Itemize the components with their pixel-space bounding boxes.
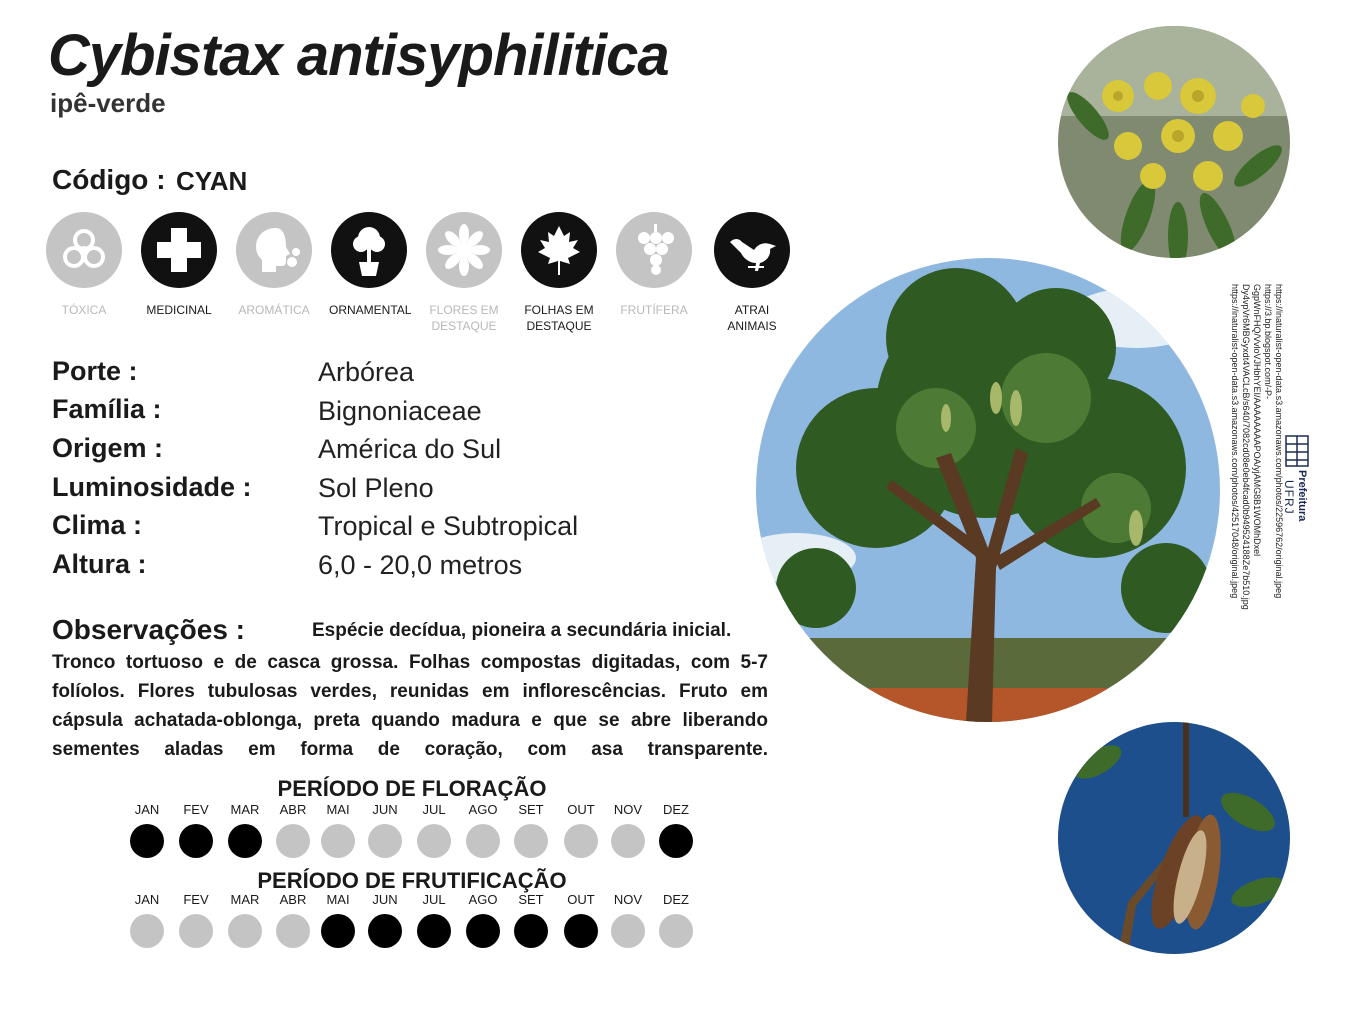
flowering-month-dot bbox=[564, 824, 598, 858]
flowering-month-dot bbox=[179, 824, 213, 858]
medical-cross-icon bbox=[141, 212, 217, 288]
badge-label: ATRAI ANIMAIS bbox=[727, 303, 777, 333]
attr-value-altura: 6,0 - 20,0 metros bbox=[318, 550, 523, 580]
logo-sub: UFRJ bbox=[1282, 480, 1296, 515]
month-label: JUN bbox=[372, 892, 398, 907]
flowering-month-dot bbox=[368, 824, 402, 858]
flowering-month-dot bbox=[659, 824, 693, 858]
badge-label: FLORES EM DESTAQUE bbox=[429, 303, 499, 333]
fruiting-month-dot bbox=[564, 914, 598, 948]
credit-line: Dy4vpVr6MBGyxdt4VACLcB/s640/7082cd08e0eb4fcad0b949524188Ze7b510.jpg bbox=[1241, 284, 1251, 610]
month-label: DEZ bbox=[663, 892, 689, 907]
scientific-name: Cybistax antisyphilitica bbox=[48, 23, 669, 88]
fruiting-month-dot bbox=[368, 914, 402, 948]
month-label: ABR bbox=[279, 892, 307, 907]
flowering-month-dot bbox=[130, 824, 164, 858]
observations-label: Observações : bbox=[52, 614, 245, 645]
attr-value-familia: Bignoniaceae bbox=[318, 396, 482, 426]
building-icon bbox=[1282, 430, 1312, 470]
fruiting-title: PERÍODO DE FRUTIFICAÇÃO bbox=[257, 868, 567, 893]
potted-tree-icon bbox=[331, 212, 407, 288]
badge-flores bbox=[424, 212, 504, 334]
month-label: JUL bbox=[422, 892, 446, 907]
credit-line: https://inaturalist-open-data.s3.amazonaws.com/photos/42517048/original.jpeg bbox=[1230, 284, 1240, 599]
category-badges bbox=[44, 212, 804, 342]
month-label: ABR bbox=[279, 802, 307, 817]
month-label: MAI bbox=[326, 802, 350, 817]
tree-photo bbox=[756, 258, 1220, 722]
month-label: NOV bbox=[613, 892, 643, 907]
credit-line: https://inaturalist-open-data.s3.amazonaws.com/photos/22596762/original.jpeg bbox=[1274, 284, 1284, 599]
attr-value-origem: América do Sul bbox=[318, 434, 502, 464]
badge-folhas bbox=[519, 212, 599, 334]
month-label: FEV bbox=[183, 892, 209, 907]
code-label: Código : bbox=[52, 164, 166, 195]
flowering-month-dot bbox=[466, 824, 500, 858]
month-label: MAR bbox=[230, 892, 260, 907]
fruiting-month-dot bbox=[130, 914, 164, 948]
fruiting-month-dot bbox=[514, 914, 548, 948]
attr-label-porte: Porte : bbox=[52, 356, 138, 386]
badge-frutifera bbox=[614, 212, 694, 318]
month-label: MAR bbox=[230, 802, 260, 817]
month-label: FEV bbox=[183, 802, 209, 817]
badge-label: FRUTÍFERA bbox=[620, 303, 688, 317]
month-label: JAN bbox=[134, 802, 160, 817]
flowering-month-dot bbox=[321, 824, 355, 858]
month-label: OUT bbox=[567, 802, 595, 817]
month-label: NOV bbox=[613, 802, 643, 817]
leaf-icon bbox=[521, 212, 597, 288]
month-label: SET bbox=[518, 892, 544, 907]
attr-label-luminosidade: Luminosidade : bbox=[52, 472, 252, 502]
attr-label-origem: Origem : bbox=[52, 433, 164, 463]
bird-icon bbox=[714, 212, 790, 288]
badge-toxica bbox=[44, 212, 124, 318]
fruit-photo bbox=[1058, 722, 1290, 954]
badge-label: TÓXICA bbox=[61, 303, 107, 317]
flowering-month-dot bbox=[514, 824, 548, 858]
observations-body: Tronco tortuoso e de casca grossa. Folhas compostas digitadas, com 5-7 folíolos. Flores tubulosas verdes, reunidas em inflorescências. Fruto em cápsula achatada-oblonga, preta quando madura e que se abre liberando sementes aladas em forma de coração, com asa transparente. bbox=[52, 652, 768, 760]
fruiting-month-dot bbox=[276, 914, 310, 948]
badge-label: AROMÁTICA bbox=[238, 303, 310, 317]
flower-icon bbox=[426, 212, 502, 288]
flowering-month-dot bbox=[417, 824, 451, 858]
fruiting-month-dot bbox=[228, 914, 262, 948]
biohazard-icon bbox=[46, 212, 122, 288]
attr-value-porte: Arbórea bbox=[318, 357, 415, 387]
credit-line: https://3.bp.blogspot.com/-P-GgpWnFHQ/VvloVJHbhYEI/AAAAAAAAPOA/yjAMG8B1WOMhDxel bbox=[1252, 284, 1273, 557]
month-label: AGO bbox=[468, 892, 498, 907]
badge-label: MEDICINAL bbox=[146, 303, 212, 317]
fruiting-month-dot bbox=[659, 914, 693, 948]
month-label: DEZ bbox=[663, 802, 689, 817]
attr-label-altura: Altura : bbox=[52, 549, 147, 579]
month-label: JUN bbox=[372, 802, 398, 817]
month-label: AGO bbox=[468, 802, 498, 817]
month-label: SET bbox=[518, 802, 544, 817]
flowering-title: PERÍODO DE FLORAÇÃO bbox=[277, 776, 547, 801]
badge-ornamental bbox=[329, 212, 412, 318]
badge-medicinal bbox=[139, 212, 219, 318]
badge-label: ORNAMENTAL bbox=[329, 303, 412, 317]
flowering-month-dot bbox=[611, 824, 645, 858]
attr-label-clima: Clima : bbox=[52, 510, 143, 540]
month-label: JUL bbox=[422, 802, 446, 817]
observations-first-line: Espécie decídua, pioneira a secundária inicial. bbox=[312, 620, 732, 641]
attr-value-clima: Tropical e Subtropical bbox=[318, 511, 579, 541]
fruiting-month-dot bbox=[321, 914, 355, 948]
attr-label-familia: Família : bbox=[52, 394, 162, 424]
month-label: MAI bbox=[326, 892, 350, 907]
month-label: JAN bbox=[134, 892, 160, 907]
photo-credits bbox=[1230, 284, 1284, 644]
flowering-month-dot bbox=[276, 824, 310, 858]
month-label: OUT bbox=[567, 892, 595, 907]
head-aroma-icon bbox=[236, 212, 312, 288]
fruiting-month-dot bbox=[417, 914, 451, 948]
code-value: CYAN bbox=[176, 166, 248, 196]
prefeitura-ufrj-logo bbox=[1282, 430, 1312, 534]
grapes-icon bbox=[616, 212, 692, 288]
logo-text: Prefeitura bbox=[1296, 470, 1308, 522]
attr-value-luminosidade: Sol Pleno bbox=[318, 473, 434, 503]
fruiting-month-dot bbox=[466, 914, 500, 948]
badge-aromatica bbox=[234, 212, 314, 318]
fruiting-month-dot bbox=[611, 914, 645, 948]
flowers-photo bbox=[1058, 26, 1290, 258]
badge-label: FOLHAS EM DESTAQUE bbox=[524, 303, 594, 333]
flowering-month-dot bbox=[228, 824, 262, 858]
fruiting-month-dot bbox=[179, 914, 213, 948]
badge-atrai-animais bbox=[712, 212, 792, 334]
common-name: ipê-verde bbox=[50, 88, 166, 118]
